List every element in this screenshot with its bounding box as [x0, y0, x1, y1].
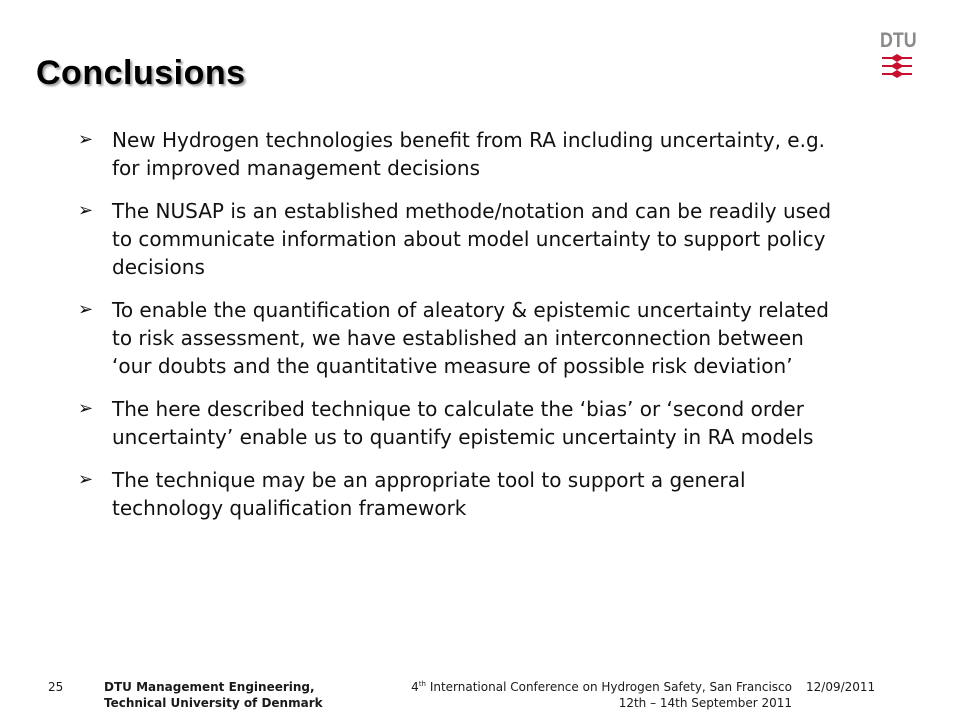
conference-ordinal: 4	[411, 680, 419, 694]
bullet-text: The technique may be an appropriate tool to support a general technology qualification framework	[112, 468, 746, 520]
slide-title: Conclusions	[36, 54, 246, 92]
conference-line-2: 12th – 14th September 2011	[618, 696, 792, 710]
bullet-text: The NUSAP is an established methode/notation and can be readily used to communicate information about model uncertainty to support policy decisions	[112, 199, 832, 279]
organization-line-2: Technical University of Denmark	[104, 696, 323, 710]
arrow-bullet-icon: ➢	[78, 299, 94, 320]
arrow-bullet-icon: ➢	[78, 129, 94, 150]
list-item	[78, 466, 838, 522]
conclusions-list	[78, 126, 838, 537]
conference-line-1	[411, 679, 792, 695]
conference-info	[411, 679, 792, 711]
bullet-text: The here described technique to calculate the ‘bias’ or ‘second order uncertainty’ enable us to quantify epistemic uncertainty in RA models	[112, 397, 814, 449]
bullet-text: To enable the quantification of aleatory & epistemic uncertainty related to risk assessment, we have established an interconnection between ‘our doubts and the quantitative measure of possible risk deviation’	[112, 298, 829, 378]
page-number: 25	[48, 680, 64, 694]
organization-line-1: DTU Management Engineering,	[104, 680, 315, 694]
organization	[104, 679, 323, 711]
list-item	[78, 126, 838, 182]
list-item	[78, 395, 838, 451]
list-item	[78, 197, 838, 281]
dtu-logo-text: DTU	[880, 29, 917, 52]
list-item	[78, 296, 838, 380]
arrow-bullet-icon: ➢	[78, 200, 94, 221]
dtu-logo	[880, 30, 920, 82]
slide-date: 12/09/2011	[806, 680, 876, 694]
slide-footer	[0, 679, 960, 715]
conference-name: International Conference on Hydrogen Safety, San Francisco	[426, 680, 792, 694]
arrow-bullet-icon: ➢	[78, 469, 94, 490]
arrow-bullet-icon: ➢	[78, 398, 94, 419]
conference-ordinal-suffix: th	[418, 680, 426, 688]
bullet-text: New Hydrogen technologies benefit from RA including uncertainty, e.g. for improved management decisions	[112, 128, 826, 180]
dtu-logo-icon	[880, 54, 914, 82]
